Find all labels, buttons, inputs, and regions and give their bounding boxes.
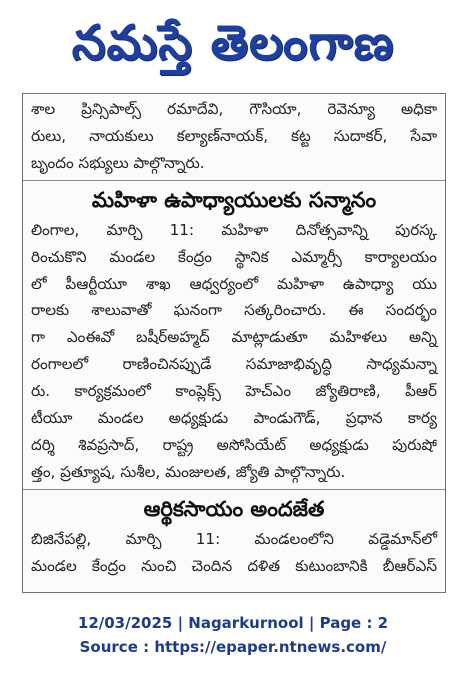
story1-line: రించుకొని మండల కేంద్రం స్థానిక ఎమ్మార్సీ కార్యాలయం	[31, 247, 437, 266]
section-divider	[23, 489, 445, 490]
story1-line: టీయూ మండల అధ్యక్షుడు పాండుగౌడ్, ప్రధాన కార్య	[31, 409, 437, 428]
story1-line: లో పీఆర్టీయూ శాఖ ఆధ్వర్యంలో మహిళా ఉపాధ్యా యు	[31, 274, 437, 293]
intro-line: రులు, నాయకులు కల్యాణ్‌నాయక్, కట్ట సుదాకర్, సేవా	[31, 126, 437, 145]
story1-line: త్తం, ప్రత్యూష, సుశీల, మంజులత, జ్యోతి పాల్గొన్నారు.	[31, 462, 346, 481]
story1-headline: మహిళా ఉపాధ్యాయులకు సన్మానం	[91, 187, 377, 212]
story1-line: రు. కార్యక్రమంలో కాంప్లెక్స్ హెచ్‌ఎం జ్యోతిరాణి, పీఆర్	[31, 382, 437, 401]
masthead-logo: నమస్తే తెలంగాణ	[71, 15, 395, 71]
intro-line: బృందం సభ్యులు పాల్గొన్నారు.	[31, 153, 205, 172]
story1-line: రంగాలలో రాణించినప్పుడే సమాజాభివృద్ధి సాధ్యమన్నా	[31, 355, 437, 374]
intro-line: శాల ప్రిన్సిపాల్స్ రమాదేవి, గౌసియా, రెవెన్యూ అధికా	[31, 100, 437, 118]
story2-headline: ఆర్థికసాయం అందజేత	[143, 496, 325, 521]
story2-line: మండల కేంద్రం నుంచి చెందిన దళిత కుటుంబానికి బీఆర్ఎస్	[31, 556, 437, 575]
edition-date-line: 12/03/2025 | Nagarkurnool | Page : 2	[77, 614, 389, 632]
story2-line: బిజినేపల్లి, మార్చి 11: మండలంలోని వడ్డెమాన్‌లో	[31, 529, 437, 548]
story1-line: గా ఎంఈవో బషీర్‌అహ్మద్ మాట్లాడుతూ మహిళలు అన్ని	[31, 328, 437, 347]
story1-line: రాలకు శాలువాతో ఘనంగా సత్కరించారు. ఈ సందర్భం	[31, 301, 437, 320]
story1-line: లింగాల, మార్చి 11: మహిళా దినోత్సవాన్ని పురస్క	[31, 220, 437, 239]
newspaper-masthead	[0, 0, 466, 86]
source-url-line: Source : https://epaper.ntnews.com/	[79, 638, 387, 656]
section-divider	[23, 180, 445, 181]
news-clipping	[22, 93, 446, 593]
story1-line: దర్శి శివప్రసాద్, రాష్ట్ర అసోసియేట్ అధ్యక్షుడు పురుషో	[31, 435, 437, 454]
